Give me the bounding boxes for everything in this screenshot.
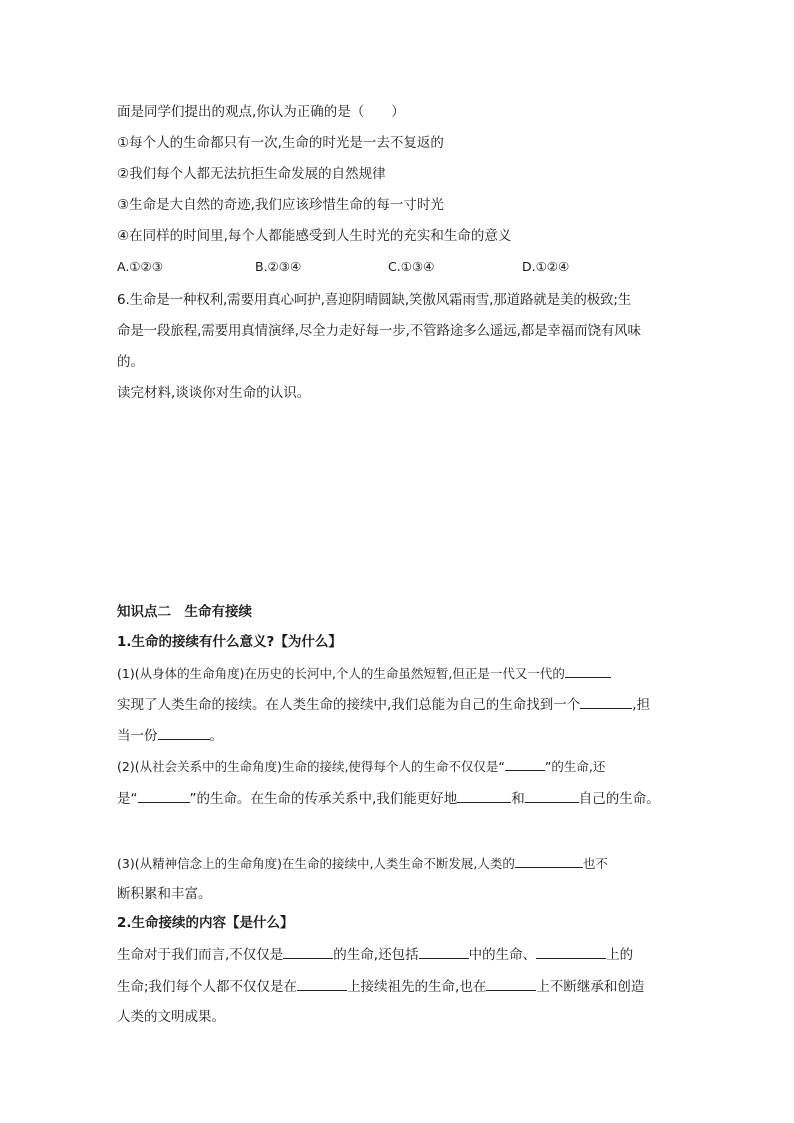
p2-text-b: ”的生命,还 [544,759,606,774]
option-a: A.①②③ [117,259,163,274]
p1-line-2 [117,694,650,715]
q6-line-1: 6.生命是一种权利,需要用真心呵护,喜迎阴晴圆缺,笑傲风霜雨雪,那道路就是美的极致;生 [117,292,632,308]
q6-line-2: 命是一段旅程,需要用真情演绎,尽全力走好每一步,不管路途多么遥远,都是幸福而饶有风味 [117,323,641,339]
p1-text-b: 实现了人类生命的接续。在人类生命的接续中,我们总能为自己的生命找到一个 [117,697,581,713]
p3-line-2: 断积累和丰富。 [117,886,212,902]
answer-blank[interactable] [580,694,632,709]
option-c: C.①③④ [388,259,435,274]
p4-text-f: 上接续祖先的生命,也在 [347,979,487,995]
statement-3: ③生命是大自然的奇迹,我们应该珍惜生命的每一寸时光 [117,197,444,213]
answer-blank[interactable] [457,788,511,803]
p4-line-2 [117,976,644,997]
p1-line-1 [117,663,611,684]
p3-line-1 [117,853,608,874]
answer-blank[interactable] [515,853,583,868]
answer-blank[interactable] [486,976,536,991]
question-stem-line: 面是同学们提出的观点,你认为正确的是（ ） [117,104,405,120]
q1-heading: 1.生命的接续有什么意义?【为什么】 [117,634,342,650]
answer-blank[interactable] [505,756,545,771]
p3-text-a: (3)(从精神信念上的生命角度)在生命的接续中,人类生命不断发展,人类的 [117,856,515,871]
q2-heading: 2.生命接续的内容【是什么】 [117,915,294,931]
p4-text-a: 生命对于我们而言,不仅仅是 [117,947,284,963]
p4-text-d: 上的 [606,947,634,963]
p2-text-d: ”的生命。在生命的传承关系中,我们能更好地 [189,791,458,807]
p4-text-e: 生命;我们每个人都不仅仅是在 [117,979,298,995]
answer-blank[interactable] [283,944,333,959]
p2-line-2 [117,788,660,809]
answer-blank[interactable] [565,663,611,678]
option-d: D.①②④ [522,259,570,274]
statement-2: ②我们每个人都无法抗拒生命发展的自然规律 [117,166,386,182]
p3-text-b: 也不 [582,856,608,871]
statement-1: ①每个人的生命都只有一次,生命的时光是一去不复返的 [117,135,444,151]
p4-text-c: 中的生命、 [468,947,537,963]
p2-text-f: 自己的生命。 [578,791,660,807]
p1-text-c: ,担 [632,697,651,713]
answer-blank[interactable] [297,976,347,991]
p1-text-a: (1)(从身体的生命角度)在历史的长河中,个人的生命虽然短暂,但正是一代又一代的 [117,666,565,681]
q6-line-3: 的。 [117,354,144,370]
p4-line-3: 人类的文明成果。 [117,1009,225,1025]
p1-text-e: 。 [209,728,223,744]
q6-prompt: 读完材料,谈谈你对生命的认识。 [117,385,311,401]
p2-text-e: 和 [511,791,525,807]
p2-line-1 [117,756,605,777]
answer-blank[interactable] [525,788,579,803]
p4-text-g: 上不断继承和创造 [536,979,645,995]
section-title: 知识点二 生命有接续 [117,604,252,620]
answer-blank[interactable] [158,725,210,740]
p2-text-c: 是“ [117,791,138,807]
p2-text-a: (2)(从社会关系中的生命角度)生命的接续,使得每个人的生命不仅仅是“ [117,759,505,774]
p1-line-3 [117,725,223,746]
p1-text-d: 当一份 [117,728,158,744]
p4-text-b: 的生命,还包括 [333,947,419,963]
answer-blank[interactable] [419,944,469,959]
statement-4: ④在同样的时间里,每个人都能感受到人生时光的充实和生命的意义 [117,228,512,244]
p4-line-1 [117,944,633,965]
answer-blank[interactable] [138,788,190,803]
option-b: B.②③④ [255,259,302,274]
answer-blank[interactable] [536,944,606,959]
